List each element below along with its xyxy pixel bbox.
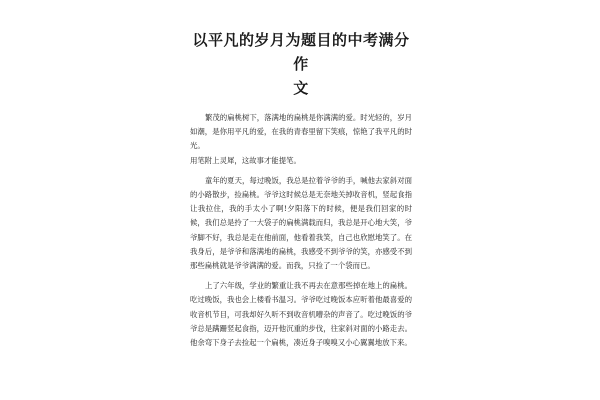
title-line-1: 以平凡的岁月为题目的中考满分作 xyxy=(192,31,410,73)
essay-body xyxy=(190,28,412,350)
paragraph-4: 上了六年级，学业的繁重让我不再去在意那些掉在地上的扁桃。吃过晚饭，我也会上楼看书温习。爷爷吃过晚饭本应听着他最喜爱的收音机节目，可我却好久听不到收音机嘈杂的声音了。吃过晚饭的爷爷总是蹒跚竖起食指，迈开他沉重的步伐，往家斜对面的小路走去。他余弯下身子去捡起一个扁桃，凑近身子嗅嗅又小心翼翼地放下来。 xyxy=(190,281,412,348)
paragraph-3: 童年的夏天，每过晚饭，我总是拉着爷爷的手，喊他去家斜对面的小路散步，捡扁桃。爷爷这时候总是无奈地关掉收音机，竖起食指让我拉住，我的手太小了啊!夕阳落下的时候，便是我们回家的时候，我们总是拎了一大袋子的扁桃满载而归，我总是开心地大笑，爷爷脚不好，我总是走在他前面，他看着我笑，自己也欣慰地笑了。在我身后，是爷爷和落满地的扁桃，我感受不到爷爷的笑，亦感受不到那些扁桃就是爷爷满满的爱。而我，只捡了一个袋而已。 xyxy=(190,175,412,271)
title-line-2: 文 xyxy=(293,79,309,97)
paragraph-2: 用笔附上灵犀，这故事才能提笔。 xyxy=(190,155,301,165)
essay-title xyxy=(190,28,412,100)
paragraph-1: 繁茂的扁桃树下，落满地的扁桃是你满满的爱。时光轻的，岁月如潮，是你用平凡的爱，在我的青春里留下笑痕，惊艳了我平凡的时光。 xyxy=(190,113,412,151)
